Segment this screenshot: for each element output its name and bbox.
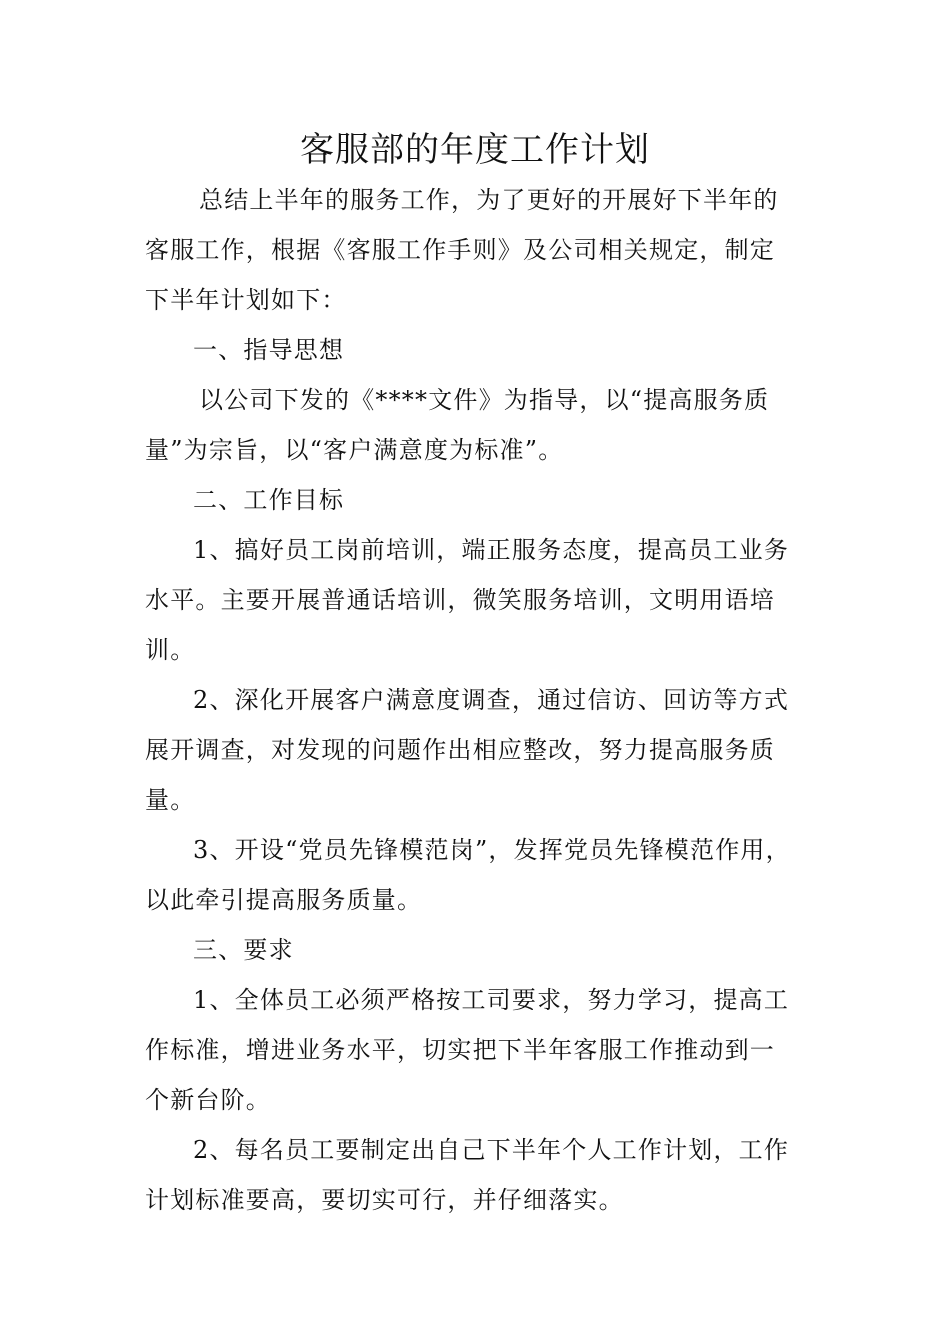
req-1-line-1: 1、全体员工必须严格按工司要求，努力学习，提高工 [193, 986, 790, 1014]
req-2-line-2: 计划标准要高，要切实可行，并仔细落实。 [145, 1186, 624, 1214]
intro-line-1: 总结上半年的服务工作，为了更好的开展好下半年的 [199, 186, 779, 214]
req-1-line-2: 作标准，增进业务水平，切实把下半年客服工作推动到一 [145, 1036, 775, 1064]
intro-line-2: 客服工作，根据《客服工作手则》及公司相关规定，制定 [145, 236, 775, 264]
section-heading-2: 二、工作目标 [193, 486, 345, 514]
goal-2-line-1: 2、深化开展客户满意度调查，通过信访、回访等方式 [193, 686, 790, 714]
intro-line-3: 下半年计划如下： [145, 286, 347, 314]
goal-1-line-3: 训。 [145, 636, 196, 664]
goal-1-line-2: 水平。主要开展普通话培训，微笑服务培训，文明用语培 [145, 586, 775, 614]
document-title: 客服部的年度工作计划 [300, 130, 650, 170]
goal-3-line-1: 3、开设“党员先锋模范岗”，发挥党员先锋模范作用， [193, 836, 791, 864]
goal-1-line-1: 1、搞好员工岗前培训，端正服务态度，提高员工业务 [193, 536, 790, 564]
goal-3-line-2: 以此牵引提高服务质量。 [145, 886, 423, 914]
req-2-line-1: 2、每名员工要制定出自己下半年个人工作计划，工作 [193, 1136, 790, 1164]
section-heading-3: 三、要求 [193, 936, 294, 964]
goal-2-line-2: 展开调查，对发现的问题作出相应整改，努力提高服务质 [145, 736, 775, 764]
section-heading-1: 一、指导思想 [193, 336, 345, 364]
guiding-line-1: 以公司下发的《****文件》为指导，以“提高服务质 [199, 386, 770, 414]
guiding-line-2: 量”为宗旨，以“客户满意度为标准”。 [145, 436, 564, 464]
req-1-line-3: 个新台阶。 [145, 1086, 271, 1114]
goal-2-line-3: 量。 [145, 786, 196, 814]
